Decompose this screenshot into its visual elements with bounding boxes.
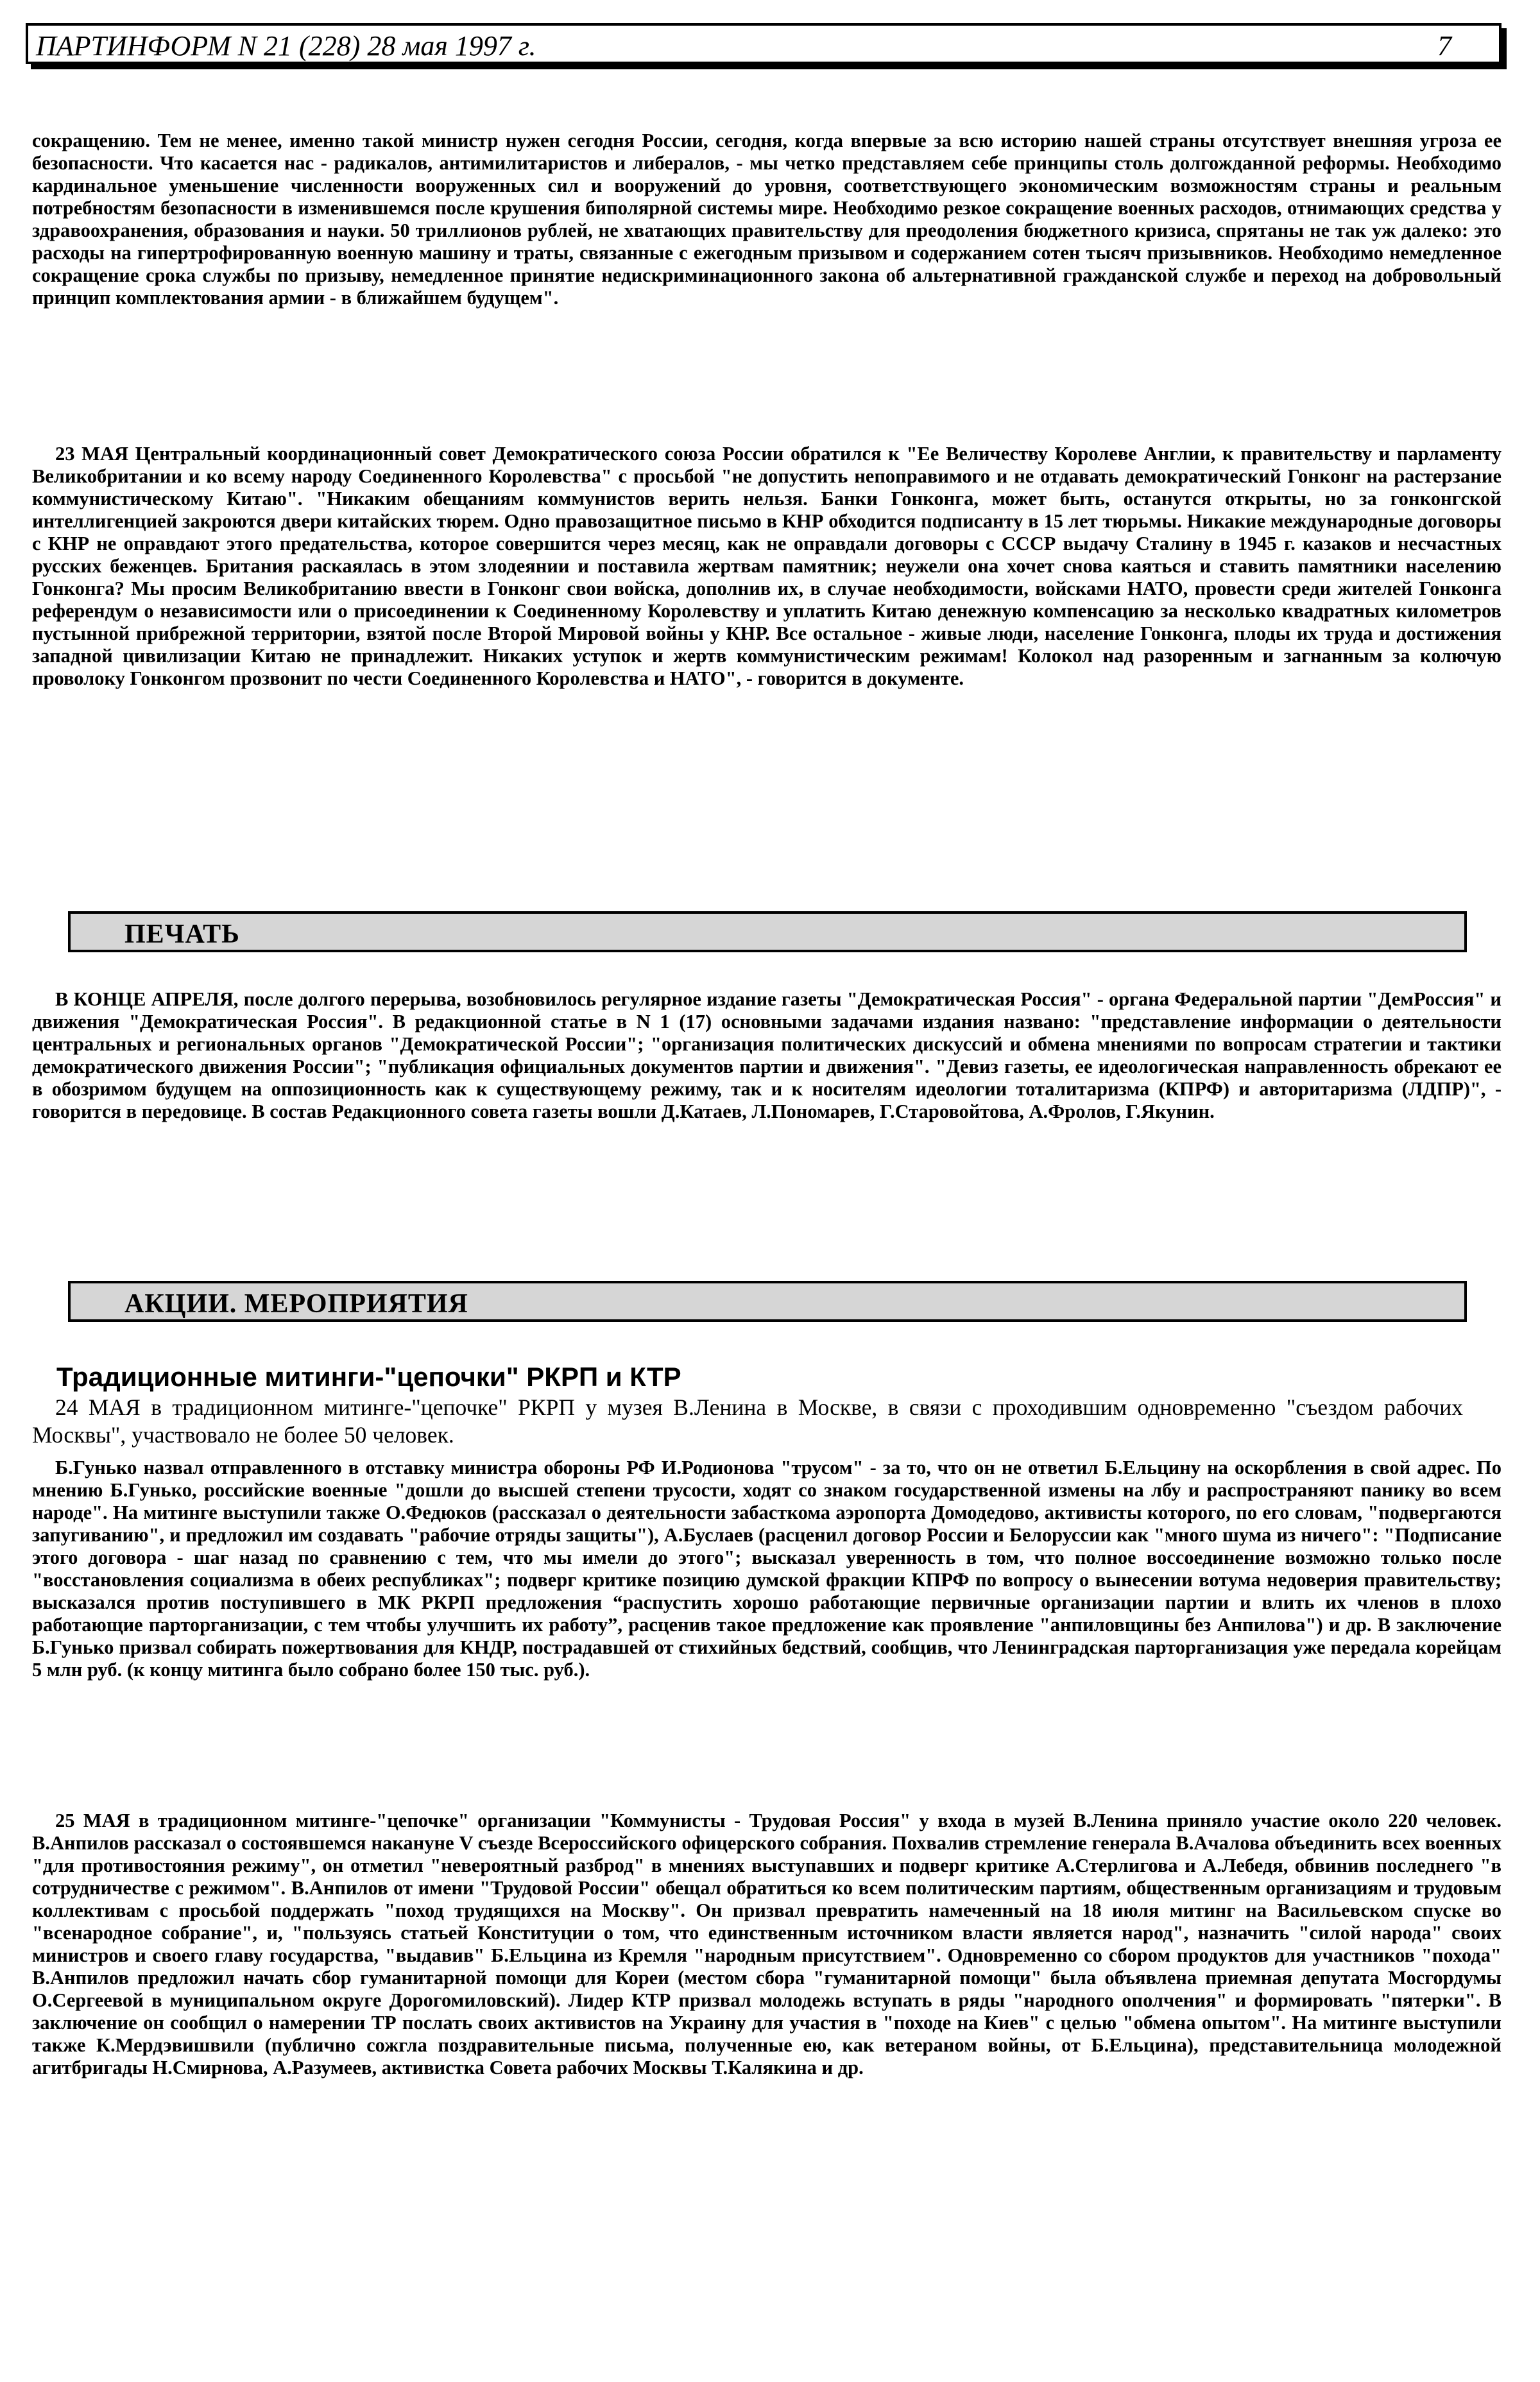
section-title-actions: АКЦИИ. МЕРОПРИЯТИЯ bbox=[124, 1289, 468, 1319]
article-title: Традиционные митинги-"цепочки" РКРП и КТР bbox=[56, 1362, 681, 1392]
page-number: 7 bbox=[1437, 30, 1451, 62]
paragraph-gunko: Б.Гунько назвал отправленного в отставку министра обороны РФ И.Родионова "трусом" - за то, что он не ответил Б.Ельцину на оскорбления в свой адрес. По мнению Б.Гунько, российские военные "дошли до высшей степени трусости, ходят со знаком государственной измены на лбу и распространяют панику во всем народе". На митинге выступили также О.Федюков (рассказал о деятельности забасткома аэропорта Домодедово, активисты которого, по его словам, "подвергаются запугиванию", и предложил им создавать "рабочие отряды защиты"), А.Буслаев (расценил договор России и Белоруссии как "много шума из ничего": "Подписание этого договора - шаг назад по сравнению с тем, что мы имели до этого"; высказал уверенность в том, что полное воссоединение возможно только после "восстановления социализма в обеих республиках"; подверг критике позицию думской фракции КПРФ по вопросу о вынесении вотума недоверия правительству; высказался против поступившего в МК РКРП предложения “распустить хорошо работающие первичные организации партии и влить их членов в плохо работающие парторганизации, с тем чтобы улучшить их работу”, расценив такое предложение как проявление "анпиловщины без Анпилова") и др. В заключение Б.Гунько призвал собирать пожертвования для КНДР, пострадавшей от стихийных бедствий, сообщив, что Ленинградская парторганизация уже передала корейцам 5 млн руб. (к концу митинга было собрано более 150 тыс. руб.). bbox=[32, 1457, 1502, 1681]
publication-title: ПАРТИНФОРМ N 21 (228) 28 мая 1997 г. bbox=[36, 30, 536, 62]
paragraph-anpilov: 25 МАЯ в традиционном митинге-"цепочке" организации "Коммунисты - Трудовая Россия" у входа в музей В.Ленина приняло участие около 220 человек. В.Анпилов рассказал о состоявшемся накануне V съезде Всероссийского офицерского собрания. Похвалив стремление генерала В.Ачалова объединить всех военных "для противостояния режиму", он отметил "невероятный разброд" в мнениях выступавших и подверг критике А.Стерлигова и А.Лебедя, обвинив последнего "в сотрудничестве с режимом". В.Анпилов от имени "Трудовой России" обещал обратиться ко всем политическим партиям, общественным организациям и трудовым коллективам с просьбой поддержать "поход трудящихся на Москву". Он призвал превратить намеченный на 18 июля митинг на Васильевском спуске во "всенародное собрание", и, "пользуясь статьей Конституции о том, что единственным источником власти является народ", назначить "силой народа" своих министров и своего главу государства, "выдавив" Б.Ельцина из Кремля "народным присутствием". Одновременно со сбором продуктов для участников "похода" В.Анпилов предложил начать сбор гуманитарной помощи для Кореи (местом сбора "гуманитарной помощи" была объявлена приемная депутата Мосгордумы О.Сергеевой в муниципальном округе Дорогомиловский). Лидер КТР призвал молодежь вступать в ряды "народного ополчения" и формировать "пятерки". В заключение он сообщил о намерении ТР послать своих активистов на Украину для участия в "походе на Киев" с целью "обмена опытом". На митинге выступили также К.Мердэвишвили (публично сожгла поздравительные письма, полученные ею, как ветераном войны, от Б.Ельцина), представительница молодежной агитбригады Н.Смирнова, А.Разумеев, активистка Совета рабочих Москвы Т.Калякина и др. bbox=[32, 1810, 1502, 2078]
page-header bbox=[26, 23, 1502, 64]
section-header-actions bbox=[68, 1281, 1467, 1322]
section-header-print bbox=[68, 911, 1467, 952]
article-lead: 24 МАЯ в традиционном митинге-"цепочке" РКРП у музея В.Ленина в Москве, в связи с проходившим одновременно "съездом рабочих Москвы", участвовало не более 50 человек. bbox=[32, 1394, 1463, 1448]
section-title-print: ПЕЧАТЬ bbox=[124, 920, 240, 949]
paragraph-press: В КОНЦЕ АПРЕЛЯ, после долгого перерыва, возобновилось регулярное издание газеты "Демократическая Россия" - органа Федеральной партии "ДемРоссия" и движения "Демократическая Россия". В редакционной статье в N 1 (17) основными задачами издания названо: "представление информации о деятельности центральных и региональных органов "Демократической России"; "организация политических дискуссий и обмена мнениями по вопросам стратегии и тактики демократического движения России"; "публикация официальных документов партии и движения". "Девиз газеты, ее идеологическая направленность обрекают ее в обозримом будущем на оппозиционность как к существующему режиму, так и к носителям идеологии тоталитаризма (КПРФ) и авторитаризма (ЛДПР)", - говорится в передовице. В состав Редакционного совета газеты вошли Д.Катаев, Л.Пономарев, Г.Старовойтова, А.Фролов, Г.Якунин. bbox=[32, 988, 1502, 1122]
paragraph-hongkong: 23 МАЯ Центральный координационный совет Демократического союза России обратился к "Ее Величеству Королеве Англии, к правительству и парламенту Великобритании и ко всему народу Соединенного Королевства" с просьбой "не допустить непоправимого и не отдавать демократический Гонконг на растерзание коммунистическому Китаю". "Никаким обещаниям коммунистов верить нельзя. Банки Гонконга, может быть, останутся открыты, но за гонконгской интеллигенцией закроются двери китайских тюрем. Одно правозащитное письмо в КНР обходится подписанту в 15 лет тюрьмы. Никакие международные договоры с КНР не оправдают этого предательства, которое совершится через месяц, как не оправдали договоры с СССР выдачу Сталину в 1945 г. казаков и несчастных русских беженцев. Британия раскаялась в этом злодеянии и поставила жертвам памятник; неужели она хочет снова каяться и ставить памятники населению Гонконга? Мы просим Великобританию ввести в Гонконг свои войска, дополнив их, в случае необходимости, войсками НАТО, провести среди жителей Гонконга референдум о независимости или о присоединении к Соединенному Королевству и уплатить Китаю денежную компенсацию за несколько квадратных километров пустынной прибрежной территории, взятой после Второй Мировой войны у КНР. Все остальное - живые люди, население Гонконга, плоды их труда и достижения западной цивилизации Китаю не принадлежит. Никаких уступок и жертв коммунистическим режимам! Колокол над разоренным и загнанным за колючую проволоку Гонконгом прозвонит по чести Соединенного Королевства и НАТО", - говорится в документе. bbox=[32, 443, 1502, 689]
paragraph-reform: сокращению. Тем не менее, именно такой министр нужен сегодня России, сегодня, когда впервые за всю историю нашей страны отсутствует внешняя угроза ее безопасности. Что касается нас - радикалов, антимилитаристов и либералов, - мы четко представляем себе принципы столь долгожданной реформы. Необходимо кардинальное уменьшение численности вооруженных сил и вооружений до уровня, соответствующего экономическим возможностям страны и реальным потребностям безопасности в изменившемся после крушения биполярной системы мире. Необходимо резкое сокращение военных расходов, отнимающих средства у здравоохранения, образования и науки. 50 триллионов рублей, не хватающих правительству для преодоления бюджетного кризиса, спрятаны не так уж далеко: это расходы на гипертрофированную военную машину и траты, связанные с ежегодным призывом и содержанием сотен тысяч призывников. Необходимо немедленное сокращение срока службы по призыву, немедленное принятие недискриминационного закона об альтернативной гражданской службе и переход на добровольный принцип комплектования армии - в ближайшем будущем". bbox=[32, 130, 1502, 309]
